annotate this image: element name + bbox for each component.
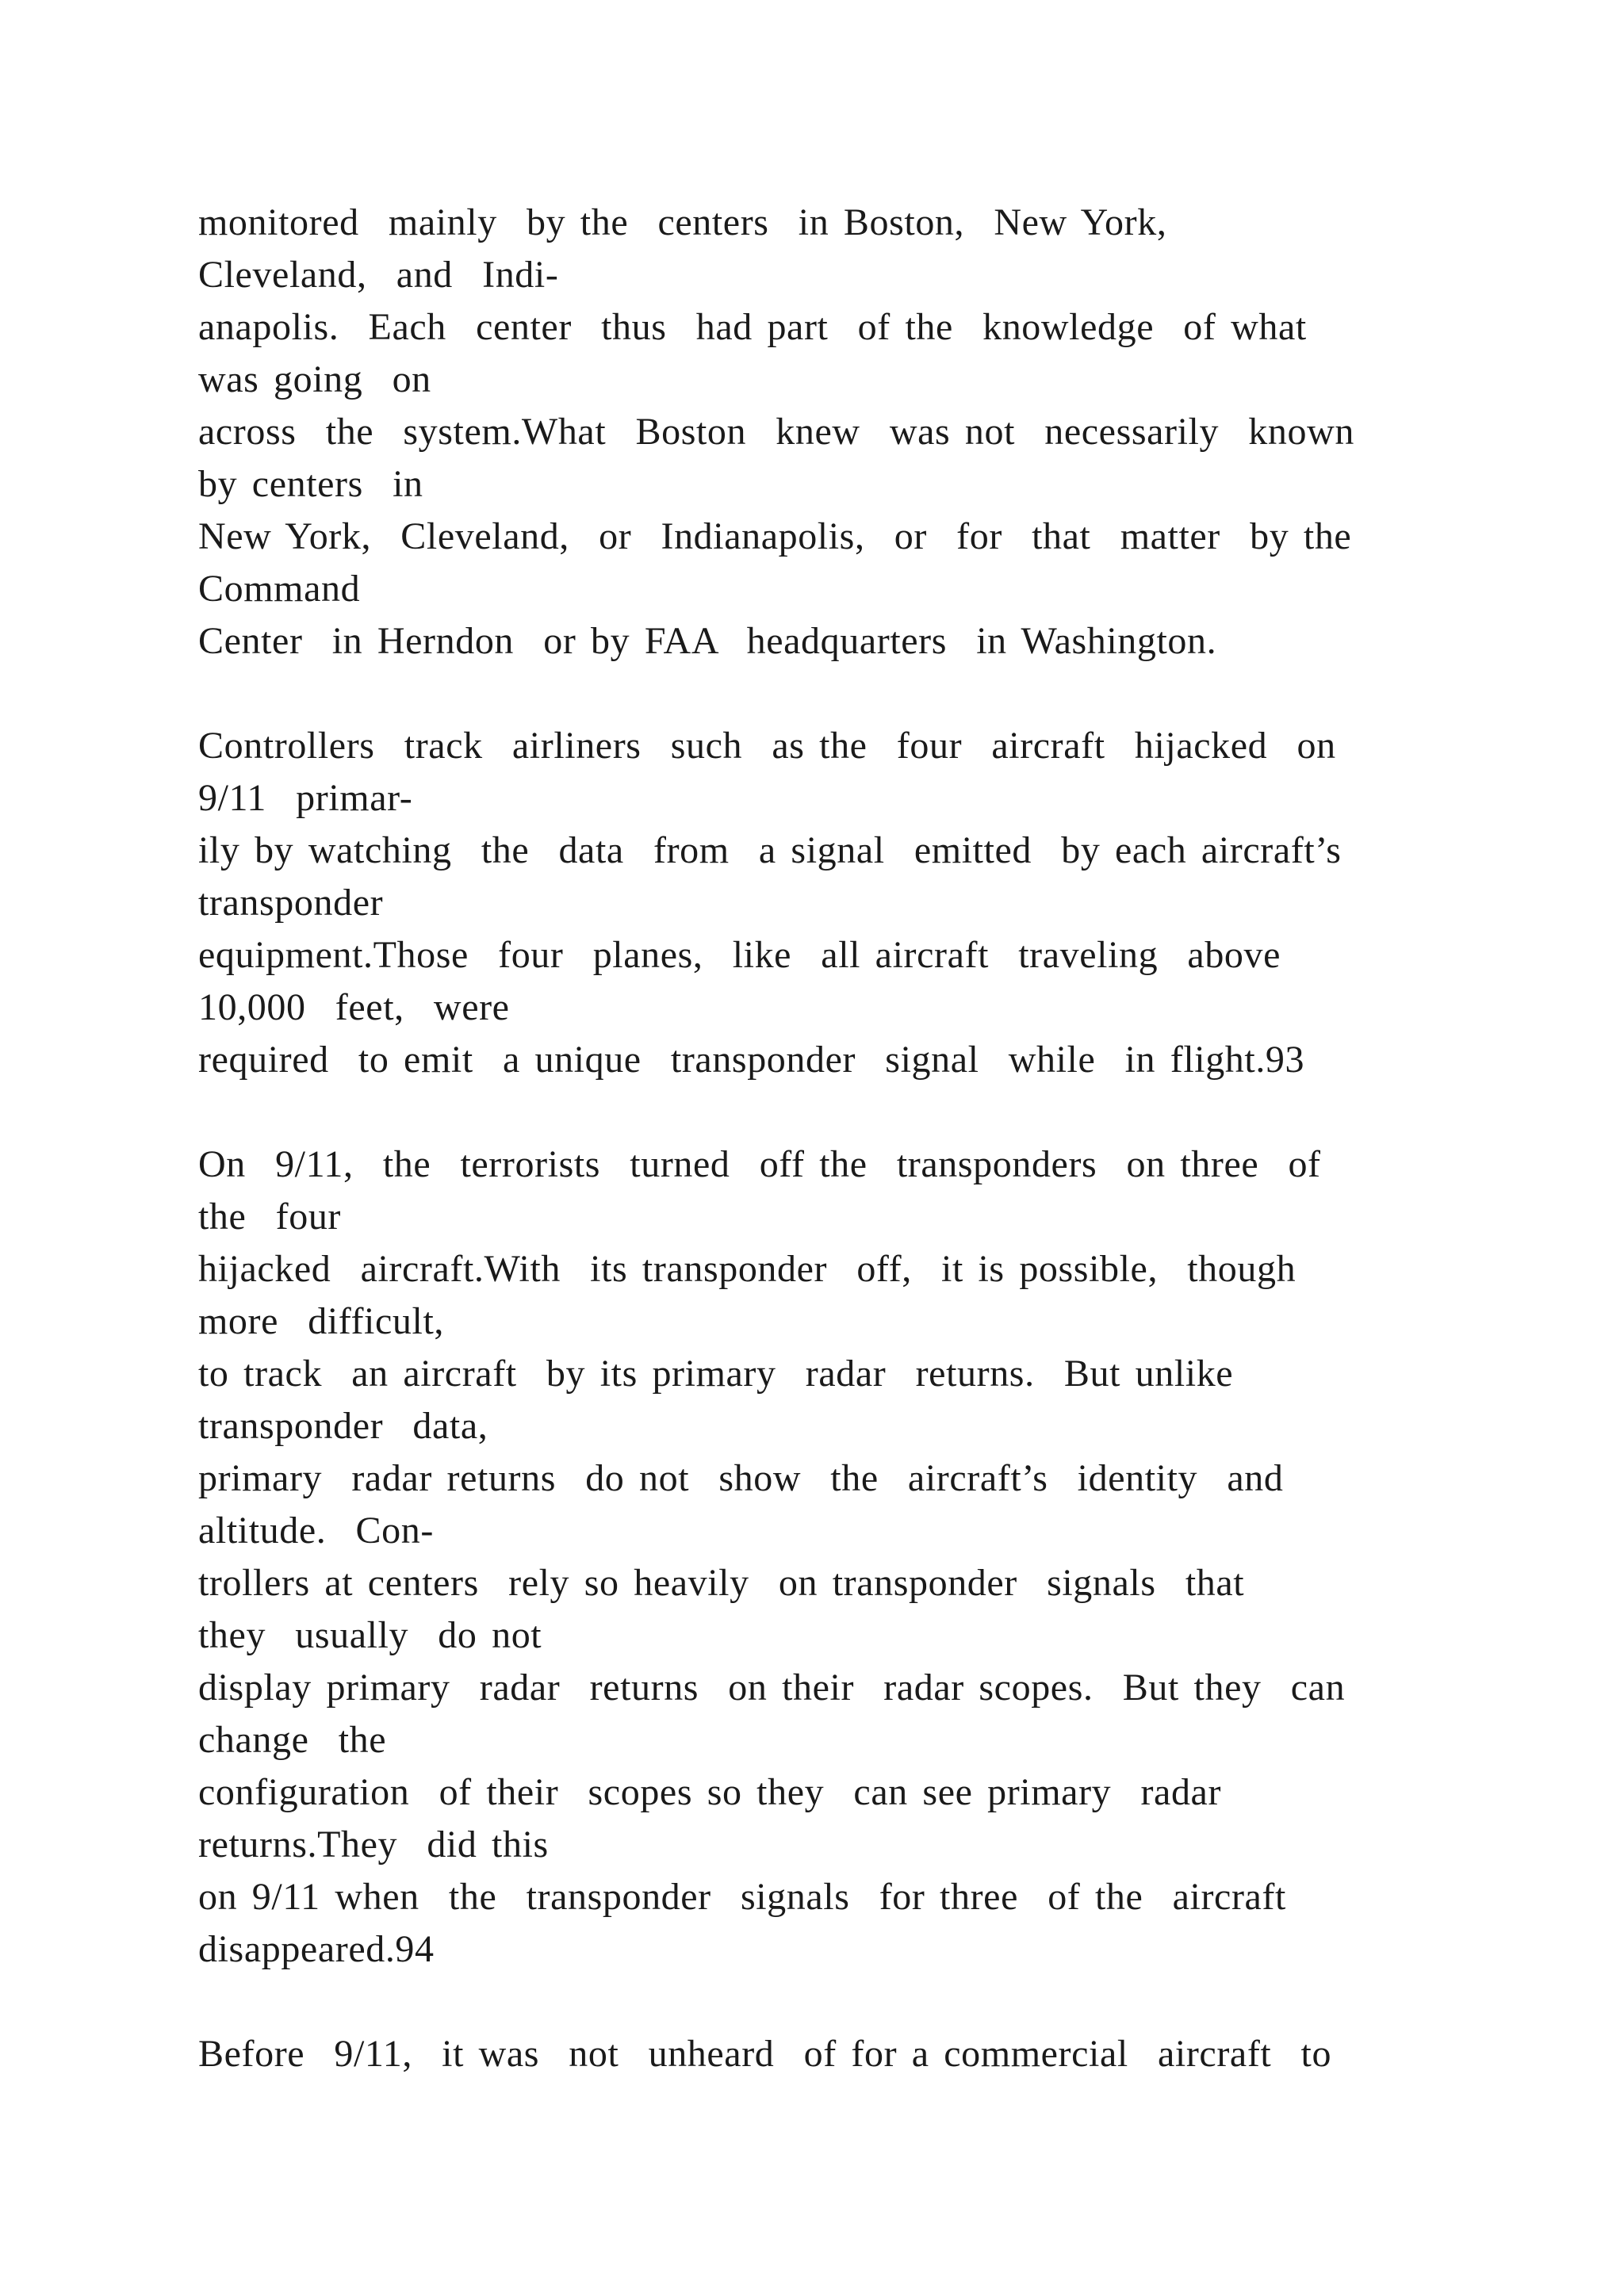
text-line: New York, Cleveland, or Indianapolis, or for that matter by the <box>198 515 1352 557</box>
text-line: display primary radar returns on their radar scopes. But they can <box>198 1667 1346 1709</box>
text-line: monitored mainly by the centers in Boston, New York, <box>198 201 1167 243</box>
text-line: 9/11 primar- <box>198 777 413 819</box>
text-line: 10,000 feet, were <box>198 986 510 1028</box>
text-line: change the <box>198 1719 387 1761</box>
text-line: was going on <box>198 358 431 400</box>
paragraph-4 <box>198 2028 1507 2080</box>
text-line: Controllers track airliners such as the four aircraft hijacked on <box>198 725 1336 767</box>
text-line: across the system.What Boston knew was not necessarily known <box>198 411 1354 453</box>
paragraph-gap <box>198 1086 1507 1138</box>
text-line: equipment.Those four planes, like all aircraft traveling above <box>198 934 1281 976</box>
text-line: to track an aircraft by its primary radar returns. But unlike <box>198 1353 1234 1395</box>
text-line: anapolis. Each center thus had part of the knowledge of what <box>198 306 1307 348</box>
text-line: they usually do not <box>198 1614 542 1656</box>
text-line: altitude. Con- <box>198 1510 434 1552</box>
text-line: more difficult, <box>198 1300 444 1342</box>
text-line: On 9/11, the terrorists turned off the transponders on three of <box>198 1143 1321 1185</box>
text-line: transponder <box>198 882 384 924</box>
text-line: Command <box>198 568 361 610</box>
text-line: primary radar returns do not show the aircraft’s identity and <box>198 1457 1284 1499</box>
text-line: Before 9/11, it was not unheard of for a commercial aircraft to <box>198 2033 1332 2075</box>
text-line: hijacked aircraft.With its transponder off, it is possible, though <box>198 1248 1297 1290</box>
text-line: on 9/11 when the transponder signals for three of the aircraft <box>198 1876 1286 1918</box>
text-line: configuration of their scopes so they can see primary radar <box>198 1771 1222 1813</box>
paragraph-1 <box>198 197 1507 668</box>
paragraph-2 <box>198 720 1507 1086</box>
text-line: Center in Herndon or by FAA headquarters in Washington. <box>198 620 1217 662</box>
paragraph-gap <box>198 668 1507 720</box>
text-line: transponder data, <box>198 1405 488 1447</box>
text-line: by centers in <box>198 463 423 505</box>
paragraph-3 <box>198 1138 1507 1976</box>
text-line: required to emit a unique transponder signal while in flight.93 <box>198 1039 1305 1081</box>
text-line: returns.They did this <box>198 1823 549 1866</box>
paragraph-gap <box>198 1976 1507 2028</box>
document-body <box>198 197 1507 2080</box>
text-line: ily by watching the data from a signal emitted by each aircraft’s <box>198 829 1342 871</box>
text-line: the four <box>198 1196 342 1238</box>
text-line: Cleveland, and Indi- <box>198 254 559 296</box>
text-line: disappeared.94 <box>198 1928 435 1970</box>
text-line: trollers at centers rely so heavily on transponder signals that <box>198 1562 1245 1604</box>
